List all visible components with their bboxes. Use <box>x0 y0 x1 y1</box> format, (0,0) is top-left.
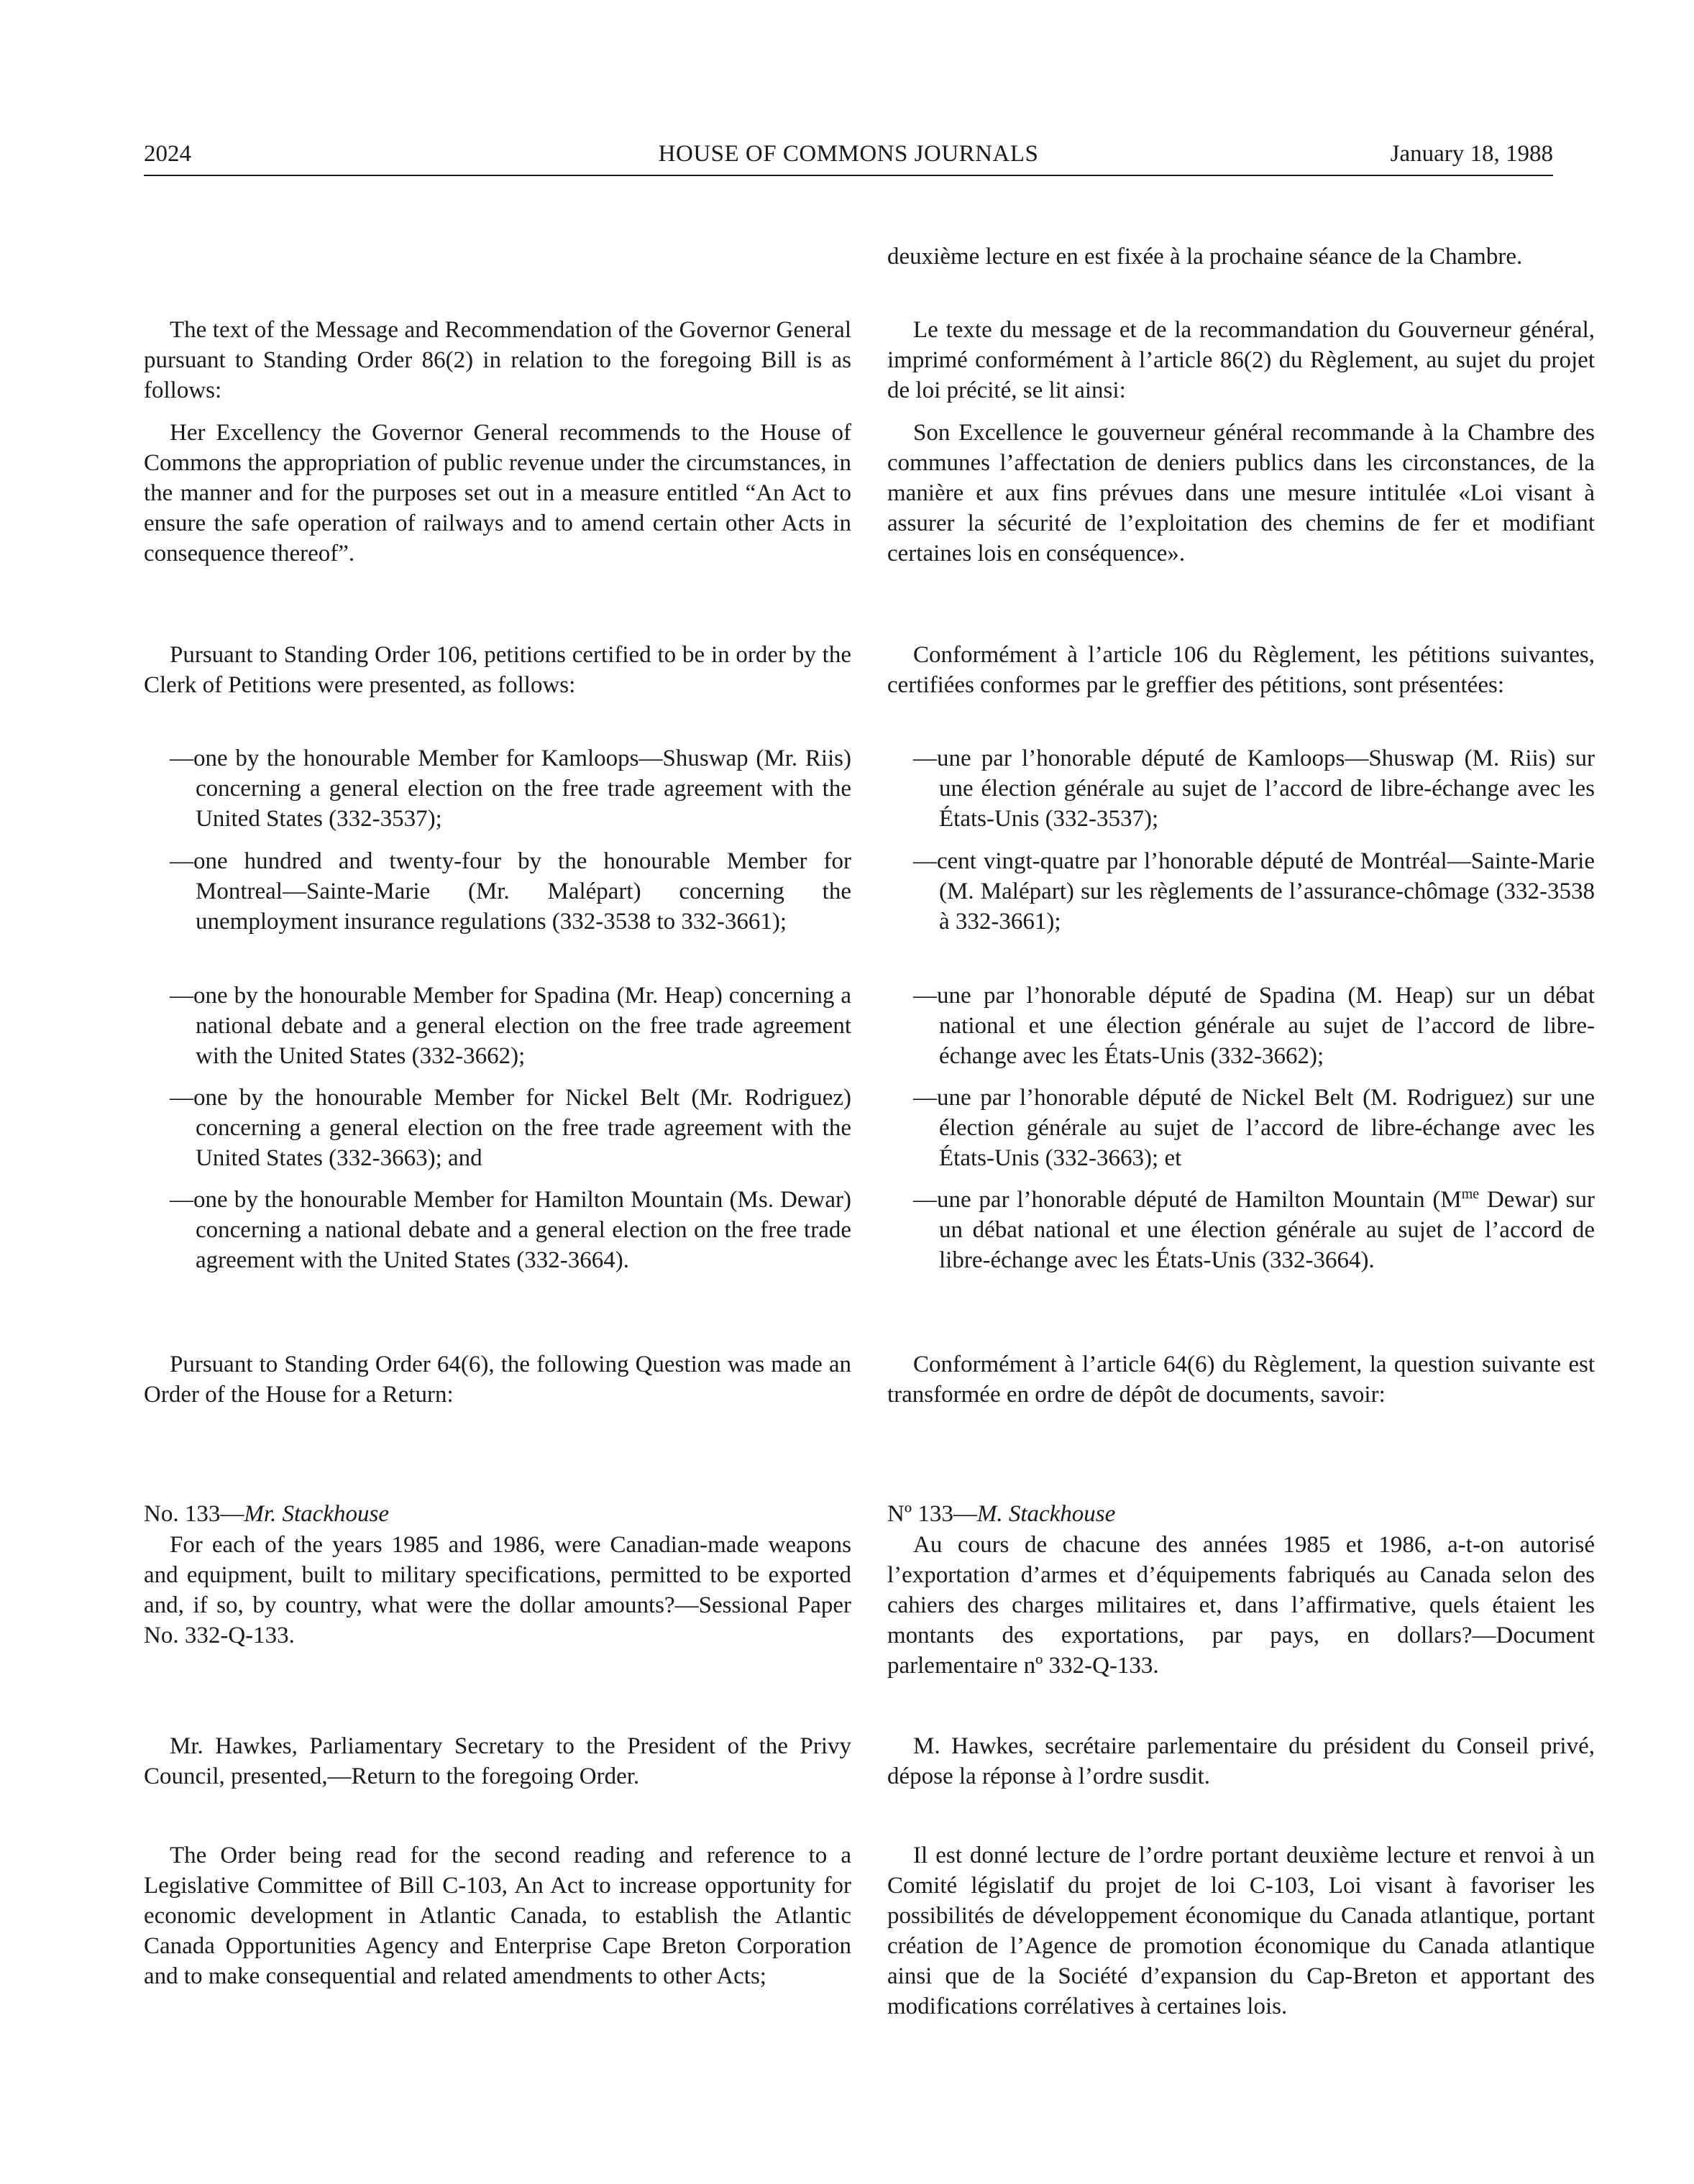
en-message-text: Her Excellency the Governor General recommends to the House of Commons the appropriation of public revenue under the circumstances, in the manner and for the purposes set out in a measure entitled “An Act to ensure the safe operation of railways and to amend certain other Acts in consequence thereof”. <box>144 420 851 566</box>
fr-petition-5-start: —une par l’honorable député de Hamilton Mountain (M <box>913 1187 1462 1213</box>
en-petition-item: —one by the honourable Member for Nickel Belt (Mr. Rodriguez) concerning a general election on the free trade agreement with the United States (332-3663); and <box>170 1085 851 1171</box>
en-petition-item: —one hundred and twenty-four by the honourable Member for Montreal—Sainte-Marie (Mr. Malépart) concerning the unemployment insurance regulations (332-3538 to 332-3661); <box>170 848 851 935</box>
en-petitions-intro: Pursuant to Standing Order 106, petitions certified to be in order by the Clerk of Petitions were presented, as follows: <box>144 642 851 698</box>
header-rule <box>144 175 1553 176</box>
fr-question-heading <box>887 1499 1595 1529</box>
en-question-text: For each of the years 1985 and 1986, were Canadian-made weapons and equipment, built to military specifications, permitted to be exported and, if so, by country, what were the dollar amounts?—Sessional Paper No. 332-Q-133. <box>144 1532 851 1648</box>
page-number: 2024 <box>144 141 191 167</box>
en-petition-item: —one by the honourable Member for Hamilton Mountain (Ms. Dewar) concerning a national debate and a general election on the free trade agreement with the United States (332-3664). <box>170 1187 851 1273</box>
en-message-intro: The text of the Message and Recommendation of the Governor General pursuant to Standing Order 86(2) in relation to the foregoing Bill is as follows: <box>144 317 851 403</box>
fr-return: M. Hawkes, secrétaire parlementaire du président du Conseil privé, dépose la réponse à l’ordre susdit. <box>887 1733 1595 1789</box>
fr-petition-item: —une par l’honorable député de Spadina (M. Heap) sur un débat national et une élection générale au sujet de l’accord de libre-échange avec les États-Unis (332-3662); <box>913 983 1595 1069</box>
journal-date: January 18, 1988 <box>1390 141 1553 167</box>
en-order: The Order being read for the second reading and reference to a Legislative Committee of Bill C-103, An Act to increase opportunity for economic development in Atlantic Canada, to establish the Atlantic Canada Opportunities Agency and Enterprise Cape Breton Corporation and to make consequential and related amendments to other Acts; <box>144 1843 851 1989</box>
en-question-intro: Pursuant to Standing Order 64(6), the following Question was made an Order of the House for a Return: <box>144 1352 851 1408</box>
fr-petition-item: —cent vingt-quatre par l’honorable député de Montréal—Sainte-Marie (M. Malépart) sur les règlements de l’assurance-chômage (332-3538 à 332-3661); <box>913 848 1595 935</box>
fr-question-intro: Conformément à l’article 64(6) du Règlement, la question suivante est transformée en ordre de dépôt de documents, savoir: <box>887 1352 1595 1408</box>
fr-second-reading: deuxième lecture en est fixée à la prochaine séance de la Chambre. <box>887 244 1523 270</box>
en-petition-item: —one by the honourable Member for Spadina (Mr. Heap) concerning a national debate and a general election on the free trade agreement with the United States (332-3662); <box>170 983 851 1069</box>
en-question-member: Mr. Stackhouse <box>244 1501 389 1527</box>
fr-question-member: M. Stackhouse <box>976 1501 1116 1527</box>
en-question-number: No. 133— <box>144 1501 244 1527</box>
fr-petition-item: —une par l’honorable député de Kamloops—Shuswap (M. Riis) sur une élection générale au sujet de l’accord de libre-échange avec les États-Unis (332-3537); <box>913 745 1595 832</box>
en-return: Mr. Hawkes, Parliamentary Secretary to the President of the Privy Council, presented,—Return to the foregoing Order. <box>144 1733 851 1789</box>
fr-petition-5-sup: me <box>1461 1186 1480 1202</box>
fr-question-number: Nº 133— <box>887 1501 977 1527</box>
fr-petition-item <box>913 1185 1595 1275</box>
en-petition-item: —one by the honourable Member for Kamloops—Shuswap (Mr. Riis) concerning a general election on the free trade agreement with the United States (332-3537); <box>170 745 851 832</box>
fr-petition-item: —une par l’honorable député de Nickel Belt (M. Rodriguez) sur une élection générale au sujet de l’accord de libre-échange avec les États-Unis (332-3663); et <box>913 1085 1595 1171</box>
fr-petition-5-end: Dewar) sur un débat national et une élection générale au sujet de l’accord de libre-échange avec les États-Unis (332-3664). <box>939 1187 1595 1273</box>
journal-title: HOUSE OF COMMONS JOURNALS <box>658 141 1039 167</box>
page-header <box>144 138 1553 175</box>
fr-message-intro: Le texte du message et de la recommandation du Gouverneur général, imprimé conformément à l’article 86(2) du Règlement, au sujet du projet de loi précité, se lit ainsi: <box>887 317 1595 403</box>
en-question-heading <box>144 1499 851 1529</box>
fr-order: Il est donné lecture de l’ordre portant deuxième lecture et renvoi à un Comité législatif du projet de loi C-103, Loi visant à favoriser les possibilités de développement économique du Canada atlantique, portant création de l’Agence de promotion économique du Canada atlantique ainsi que de la Société d’expansion du Cap-Breton et apportant des modifications corrélatives à certaines lois. <box>887 1843 1595 2019</box>
fr-message-text: Son Excellence le gouverneur général recommande à la Chambre des communes l’affectation de deniers publics dans les circonstances, de la manière et aux fins prévues dans une mesure intitulée «Loi visant à assurer la sécurité de l’exploitation des chemins de fer et modifiant certaines lois en conséquence». <box>887 420 1595 566</box>
fr-question-text: Au cours de chacune des années 1985 et 1986, a-t-on autorisé l’exportation d’armes et d’équipements fabriqués au Canada selon des cahiers des charges militaires et, dans l’affirmative, quels étaient les montants des exportations, par pays, en dollars?—Document parlementaire nº 332-Q-133. <box>887 1532 1595 1679</box>
fr-petitions-intro: Conformément à l’article 106 du Règlement, les pétitions suivantes, certifiées conformes par le greffier des pétitions, sont présentées: <box>887 642 1595 698</box>
